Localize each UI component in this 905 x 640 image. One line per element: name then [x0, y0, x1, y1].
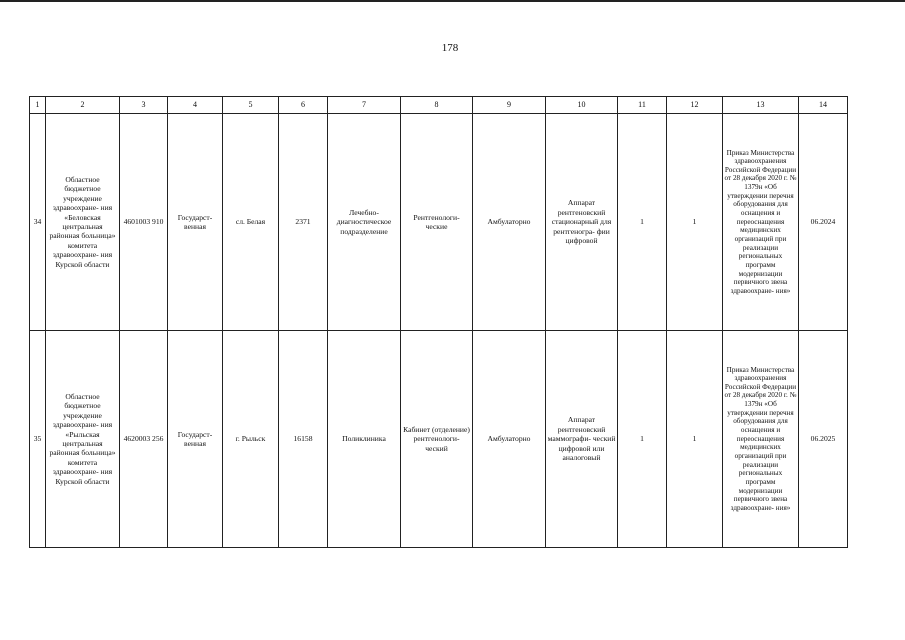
column-number: 3 [120, 97, 168, 114]
care-conditions: Амбулаторно [473, 114, 546, 331]
deadline-date: 06.2025 [799, 331, 848, 548]
organization-code: 4601003 910 [120, 114, 168, 331]
table-row [30, 114, 848, 331]
equipment-table [29, 96, 848, 548]
equipment-name: Аппарат рентгеновский стационарный для рентгеногра- фии цифровой [546, 114, 618, 331]
equipment-name: Аппарат рентгеновский маммографи- ческий цифровой или аналоговый [546, 331, 618, 548]
column-number: 13 [723, 97, 799, 114]
department: Рентгенологи- ческие [401, 114, 473, 331]
table-row [30, 331, 848, 548]
ownership-type: Государст- венная [168, 331, 223, 548]
row-number: 34 [30, 114, 46, 331]
deadline-date: 06.2024 [799, 114, 848, 331]
locality: г. Рыльск [223, 331, 279, 548]
subdivision: Поликлиника [328, 331, 401, 548]
column-number: 9 [473, 97, 546, 114]
care-conditions: Амбулаторно [473, 331, 546, 548]
locality: сл. Белая [223, 114, 279, 331]
quantity: 1 [667, 331, 723, 548]
top-border-line [0, 0, 905, 2]
column-number: 1 [30, 97, 46, 114]
organization-name: Областное бюджетное учреждение здравоохране- ния «Рыльская центральная районная больница» комитета здравоохране- ния Курской области [46, 331, 120, 548]
population: 16158 [279, 331, 328, 548]
column-number: 7 [328, 97, 401, 114]
quantity: 1 [618, 331, 667, 548]
column-number: 14 [799, 97, 848, 114]
column-number: 12 [667, 97, 723, 114]
regulatory-order: Приказ Министерства здравоохранения Российской Федерации от 28 декабря 2020 г. № 1379н «Об утверждении перечня оборудования для оснащения и переоснащения медицинских организаций при реализации региональных программ модернизации первичного звена здравоохране- ния» [723, 331, 799, 548]
row-number: 35 [30, 331, 46, 548]
organization-name: Областное бюджетное учреждение здравоохране- ния «Беловская центральная районная больница» комитета здравоохране- ния Курской области [46, 114, 120, 331]
column-number: 8 [401, 97, 473, 114]
quantity: 1 [667, 114, 723, 331]
page-number: 178 [441, 42, 459, 54]
ownership-type: Государст- венная [168, 114, 223, 331]
regulatory-order: Приказ Министерства здравоохранения Российской Федерации от 28 декабря 2020 г. № 1379н «Об утверждении перечня оборудования для оснащения и переоснащения медицинских организаций при реализации региональных программ модернизации первичного звена здравоохране- ния» [723, 114, 799, 331]
population: 2371 [279, 114, 328, 331]
column-number-row [30, 97, 848, 114]
department: Кабинет (отделение) рентгенологи- ческий [401, 331, 473, 548]
column-number: 5 [223, 97, 279, 114]
organization-code: 4620003 256 [120, 331, 168, 548]
column-number: 10 [546, 97, 618, 114]
quantity: 1 [618, 114, 667, 331]
column-number: 11 [618, 97, 667, 114]
column-number: 4 [168, 97, 223, 114]
column-number: 2 [46, 97, 120, 114]
subdivision: Лечебно- диагностическое подразделение [328, 114, 401, 331]
column-number: 6 [279, 97, 328, 114]
